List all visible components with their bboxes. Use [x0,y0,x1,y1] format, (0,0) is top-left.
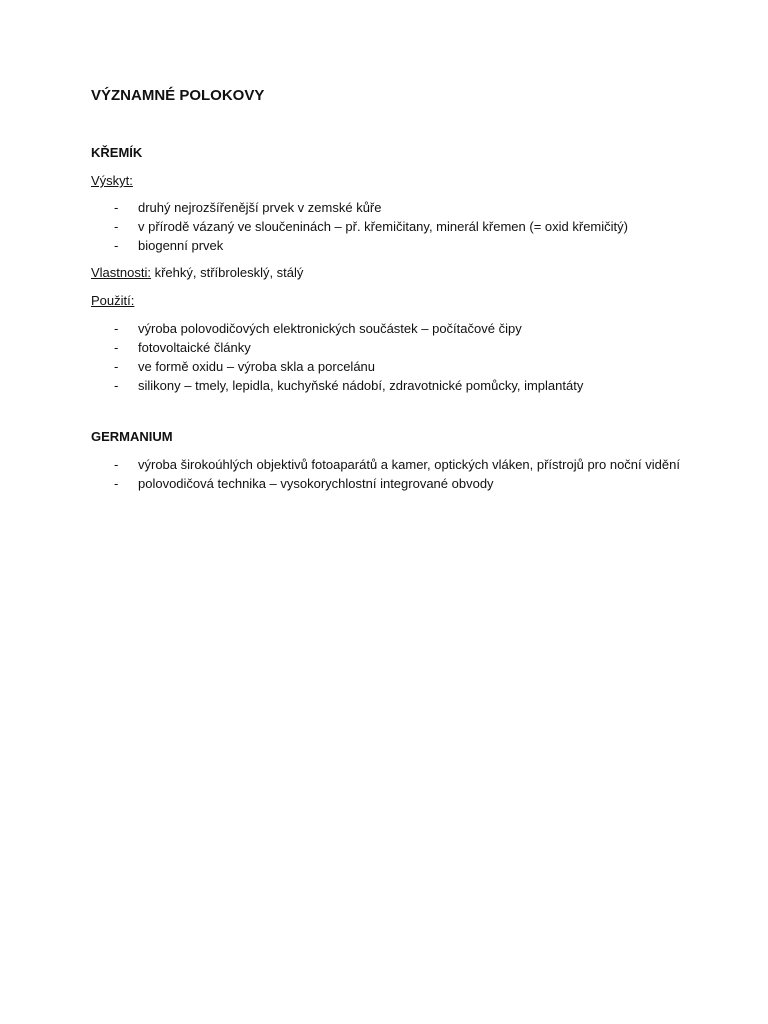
pouziti-label-line [91,292,681,310]
vyskyt-label-line [91,172,681,190]
section-heading-kremik: KŘEMÍK [91,145,143,160]
document-content [91,86,681,493]
vyskyt-list [91,198,681,255]
vlastnosti-text: křehký, stříbrolesklý, stálý [150,265,304,280]
list-item [91,236,681,255]
list-item-text: ve formě oxidu – výroba skla a porcelánu [138,359,376,374]
list-item-text: výroba širokoúhlých objektivů fotoaparátů a kamer, optických vláken, přístrojů pro noční vidění [138,457,680,472]
list-item [91,338,681,357]
dash-bullet: - [114,238,119,253]
dash-bullet: - [114,219,119,234]
vlastnosti-label: Vlastnosti: [91,265,151,280]
dash-bullet: - [114,457,119,472]
list-item-text: v přírodě vázaný ve sloučeninách – př. křemičitany, minerál křemen (= oxid křemičitý) [138,219,628,234]
list-item-text: fotovoltaické články [138,340,251,355]
dash-bullet: - [114,340,119,355]
dash-bullet: - [114,321,119,336]
pouziti-label: Použití: [91,293,135,308]
list-item [91,319,681,338]
page-title: VÝZNAMNÉ POLOKOVY [91,87,265,104]
vyskyt-label: Výskyt: [91,173,133,188]
list-item [91,198,681,217]
pouziti-list [91,319,681,395]
list-item [91,474,681,493]
vlastnosti-line [91,264,681,282]
list-item [91,357,681,376]
section-heading-germanium: GERMANIUM [91,429,173,444]
list-item-text: biogenní prvek [138,238,224,253]
list-item [91,455,681,474]
list-item-text: výroba polovodičových elektronických součástek – počítačové čipy [138,321,522,336]
list-item [91,376,681,395]
germanium-list [91,455,681,493]
dash-bullet: - [114,200,119,215]
list-item-text: druhý nejrozšířenější prvek v zemské kůře [138,200,382,215]
list-item [91,217,681,236]
list-item-text: polovodičová technika – vysokorychlostní integrované obvody [138,476,494,491]
dash-bullet: - [114,378,119,393]
dash-bullet: - [114,476,119,491]
dash-bullet: - [114,359,119,374]
list-item-text: silikony – tmely, lepidla, kuchyňské nádobí, zdravotnické pomůcky, implantáty [138,378,584,393]
